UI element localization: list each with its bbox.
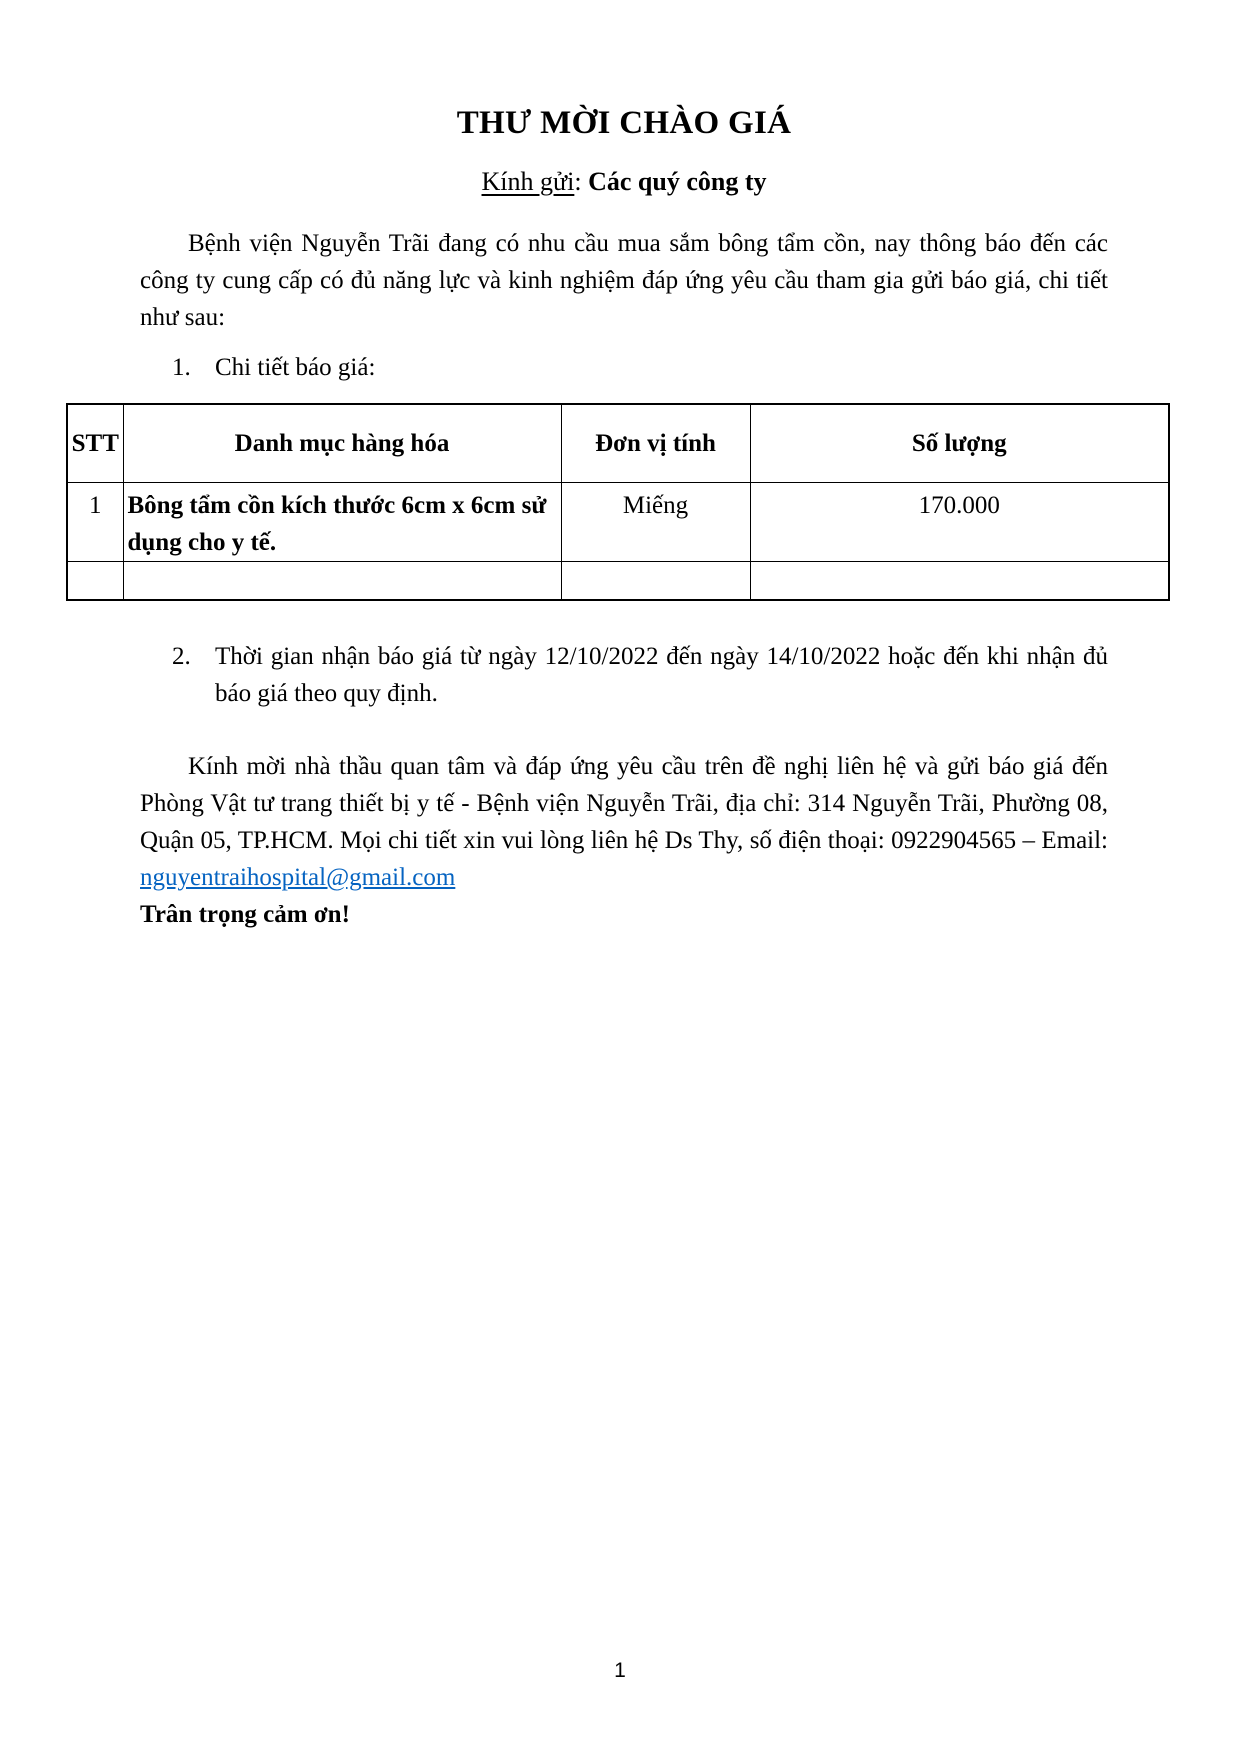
list-item-2-text: Thời gian nhận báo giá từ ngày 12/10/2022 đến ngày 14/10/2022 hoặc đến khi nhận đủ báo giá theo quy định. (215, 643, 1108, 707)
salutation-recipient: Các quý công ty (588, 167, 767, 196)
header-cell-unit: Đơn vị tính (561, 404, 750, 482)
salutation-label: Kính gửi (481, 167, 575, 196)
cell-unit: Miếng (561, 482, 750, 561)
page-number: 1 (614, 1659, 626, 1682)
table-header-row (67, 404, 1169, 482)
closing-line: Trân trọng cảm ơn! (140, 901, 350, 928)
salutation-line (140, 165, 1108, 199)
intro-paragraph: Bệnh viện Nguyễn Trãi đang có nhu cầu mua sắm bông tẩm cồn, nay thông báo đến các công ty cung cấp có đủ năng lực và kinh nghiệm đáp ứng yêu cầu tham gia gửi báo giá, chi tiết như sau: (140, 230, 1108, 331)
email-link[interactable]: nguyentraihospital@gmail.com (140, 864, 456, 891)
list-item-1-number: 1. (172, 354, 191, 381)
quotation-table (66, 403, 1170, 601)
list-item-1-text: Chi tiết báo giá: (215, 354, 376, 381)
document-title: THƯ MỜI CHÀO GIÁ (456, 105, 792, 141)
header-cell-item: Danh mục hàng hóa (123, 404, 561, 482)
table-row-empty (67, 561, 1169, 600)
list-item-2-number: 2. (172, 643, 191, 670)
salutation-separator: : (574, 167, 589, 196)
header-cell-stt: STT (67, 404, 123, 482)
cell-unit-empty (561, 561, 750, 600)
contact-text: Kính mời nhà thầu quan tâm và đáp ứng yêu cầu trên đề nghị liên hệ và gửi báo giá đến Phòng Vật tư trang thiết bị y tế - Bệnh viện Nguyễn Trãi, địa chỉ: 314 Nguyễn Trãi, Phường 08, Quận 05, TP.HCM. Mọi chi tiết xin vui lòng liên hệ Ds Thy, số điện thoại: 0922904565 – Email: (140, 753, 1108, 854)
contact-paragraph (140, 748, 1108, 896)
header-cell-qty: Số lượng (750, 404, 1169, 482)
list-item-1 (172, 349, 1108, 386)
cell-stt: 1 (67, 482, 123, 561)
list-item-2 (172, 638, 1108, 712)
table-row (67, 482, 1169, 561)
cell-stt-empty (67, 561, 123, 600)
cell-qty-empty (750, 561, 1169, 600)
cell-item: Bông tẩm cồn kích thước 6cm x 6cm sử dụng cho y tế. (123, 482, 561, 561)
cell-qty: 170.000 (750, 482, 1169, 561)
cell-item-empty (123, 561, 561, 600)
